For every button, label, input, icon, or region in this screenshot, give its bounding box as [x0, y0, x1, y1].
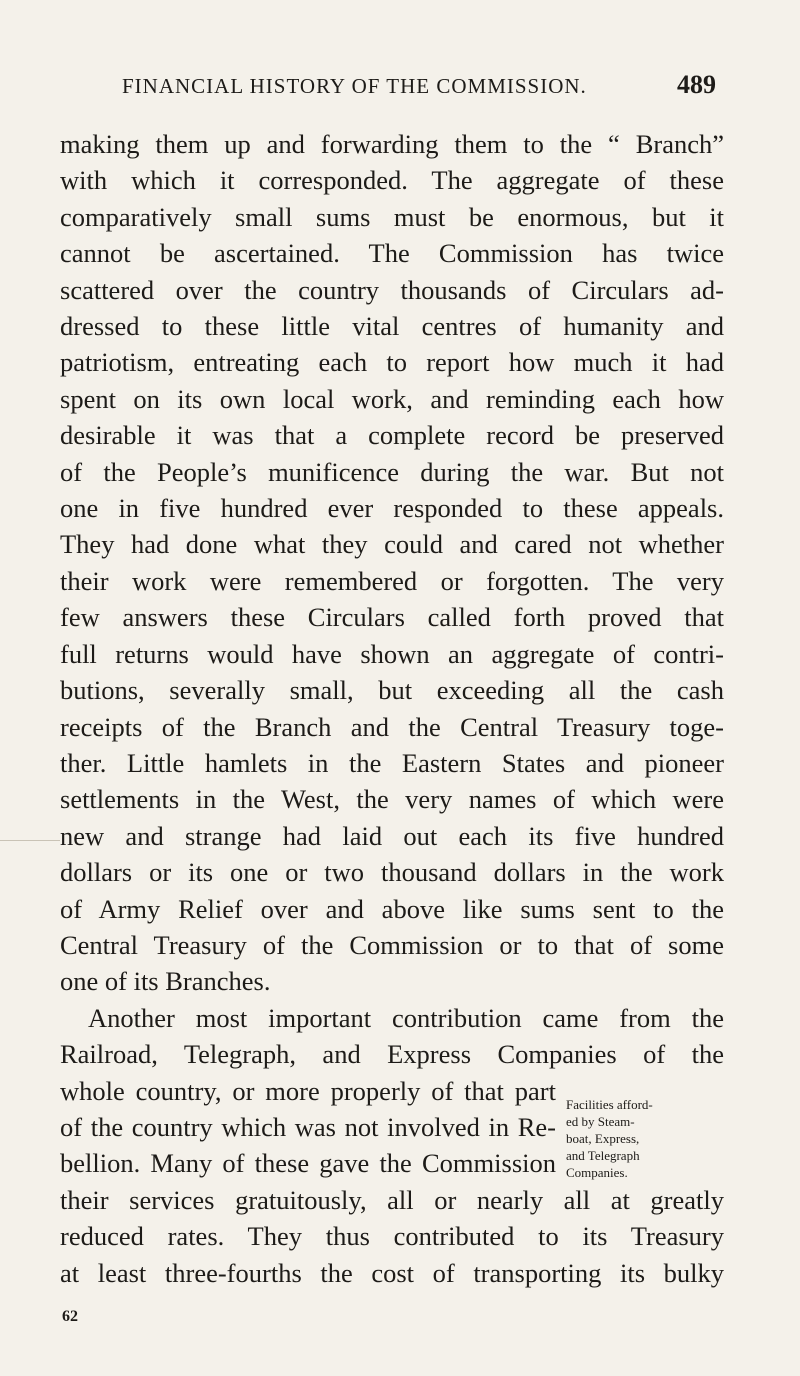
text-line: full returns would have shown an aggregate of contri-	[60, 638, 724, 669]
text-line: one of its Branches.	[60, 966, 271, 997]
text-line: settlements in the West, the very names of which were	[60, 784, 724, 815]
margin-note-line: Companies.	[566, 1165, 628, 1180]
text-line: patriotism, entreating each to report how much it had	[60, 347, 724, 378]
margin-note-line: Facilities afford-	[566, 1097, 653, 1112]
running-title: FINANCIAL HISTORY OF THE COMMISSION.	[122, 74, 587, 98]
text-line: of the People’s munificence during the war. But not	[60, 456, 724, 487]
text-line: dollars or its one or two thousand dollars in the work	[60, 857, 724, 888]
text-line: whole country, or more properly of that part	[60, 1075, 556, 1106]
text-line: cannot be ascertained. The Commission has twice	[60, 238, 724, 269]
margin-note-line: boat, Express,	[566, 1131, 640, 1146]
text-line: scattered over the country thousands of Circulars ad-	[60, 274, 724, 305]
text-line: ther. Little hamlets in the Eastern States and pioneer	[60, 747, 724, 778]
text-line: Another most important contribution came from the	[88, 1002, 724, 1033]
text-line: They had done what they could and cared not whether	[60, 529, 724, 560]
text-line: their work were remembered or forgotten. The very	[60, 565, 724, 596]
text-line: Central Treasury of the Commission or to that of some	[60, 929, 724, 960]
text-line: dressed to these little vital centres of humanity and	[60, 311, 724, 342]
text-line: new and strange had laid out each its five hundred	[60, 820, 724, 851]
text-line: bellion. Many of these gave the Commission	[60, 1148, 556, 1179]
text-line: reduced rates. They thus contributed to its Treasury	[60, 1221, 724, 1252]
text-line: making them up and forwarding them to the “ Branch”	[60, 129, 724, 159]
text-line: desirable it was that a complete record be preserved	[60, 420, 724, 451]
running-head	[122, 70, 716, 100]
text-line: comparatively small sums must be enormous, but it	[60, 201, 724, 232]
margin-note-line: ed by Steam-	[566, 1114, 635, 1129]
text-line: of Army Relief over and above like sums sent to the	[60, 893, 724, 924]
signature-mark: 62	[62, 1308, 78, 1325]
page-mark	[0, 840, 60, 841]
page-number: 489	[677, 70, 716, 99]
margin-note-line: and Telegraph	[566, 1148, 640, 1163]
text-line: spent on its own local work, and reminding each how	[60, 383, 724, 414]
text-line: Railroad, Telegraph, and Express Companies of the	[60, 1039, 724, 1070]
text-line: with which it corresponded. The aggregate of these	[60, 165, 724, 196]
text-line: of the country which was not involved in Re-	[60, 1111, 556, 1142]
text-line: few answers these Circulars called forth proved that	[60, 602, 724, 633]
text-line: at least three-fourths the cost of transporting its bulky	[60, 1257, 724, 1288]
margin-note	[566, 1096, 726, 1181]
text-line: their services gratuitously, all or nearly all at greatly	[60, 1184, 724, 1215]
text-line: one in five hundred ever responded to these appeals.	[60, 493, 724, 524]
text-line: butions, severally small, but exceeding all the cash	[60, 675, 724, 706]
text-line: receipts of the Branch and the Central Treasury toge-	[60, 711, 724, 742]
